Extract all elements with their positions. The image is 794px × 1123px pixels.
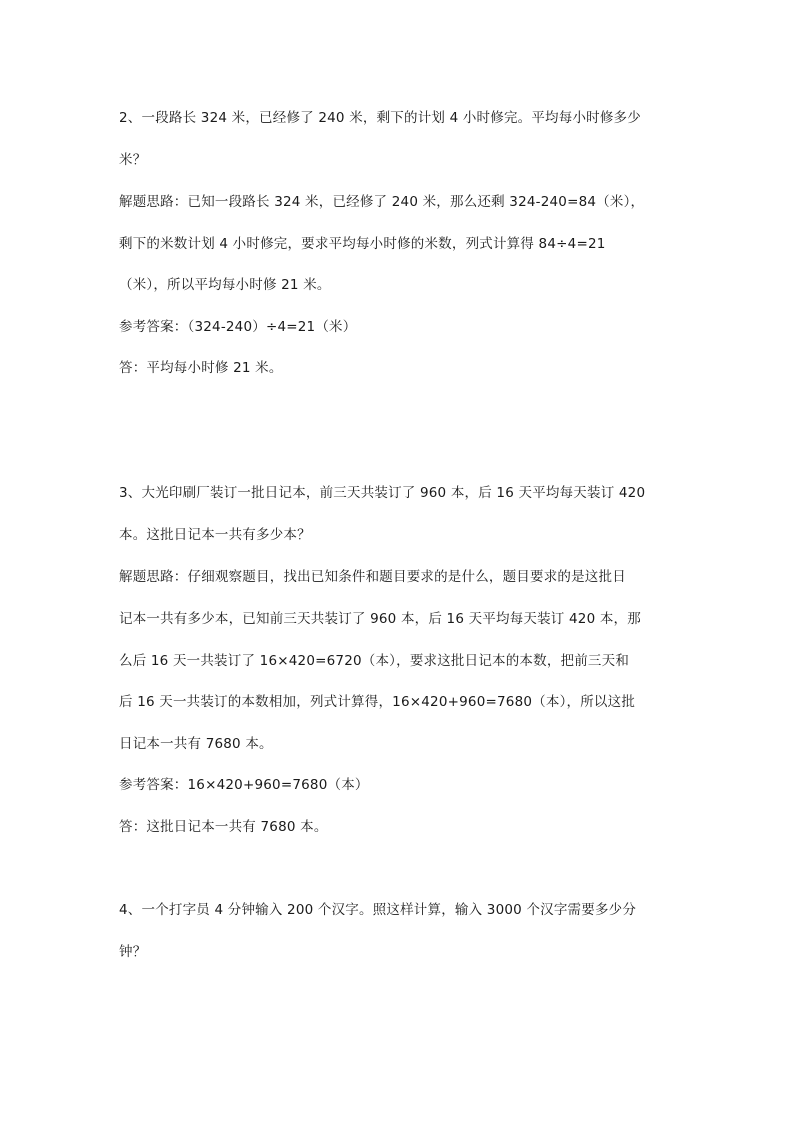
final-answer: 答：这批日记本一共有 7680 本。: [119, 819, 328, 835]
question-line: 米？: [119, 152, 147, 168]
final-answer: 答：平均每小时修 21 米。: [119, 360, 283, 376]
analysis-line: 么后 16 天一共装订了 16×420=6720（本），要求这批日记本的本数，把前三天和: [119, 653, 630, 669]
reference-answer: 参考答案：16×420+960=7680（本）: [119, 777, 369, 793]
analysis-line: 后 16 天一共装订的本数相加，列式计算得，16×420+960=7680（本），所以这批: [119, 694, 636, 710]
analysis-line: 解题思路：仔细观察题目，找出已知条件和题目要求的是什么，题目要求的是这批日: [119, 569, 626, 585]
question-line: 钟？: [119, 944, 147, 960]
analysis-line: 剩下的米数计划 4 小时修完，要求平均每小时修的米数，列式计算得 84÷4=21: [119, 236, 606, 252]
question-line: 4、一个打字员 4 分钟输入 200 个汉字。照这样计算，输入 3000 个汉字需要多少分: [119, 902, 637, 918]
analysis-line: 记本一共有多少本，已知前三天共装订了 960 本，后 16 天平均每天装订 420 本，那: [119, 611, 641, 627]
analysis-line: （米），所以平均每小时修 21 米。: [119, 277, 331, 293]
question-line: 3、大光印刷厂装订一批日记本，前三天共装订了 960 本，后 16 天平均每天装订 420: [119, 485, 646, 501]
question-line: 2、一段路长 324 米，已经修了 240 米，剩下的计划 4 小时修完。平均每小时修多少: [119, 110, 641, 126]
question-line: 本。这批日记本一共有多少本？: [119, 527, 311, 543]
reference-answer: 参考答案：（324-240）÷4=21（米）: [119, 319, 357, 335]
analysis-line: 日记本一共有 7680 本。: [119, 736, 273, 752]
analysis-line: 解题思路：已知一段路长 324 米，已经修了 240 米，那么还剩 324-240=84（米），: [119, 194, 645, 210]
